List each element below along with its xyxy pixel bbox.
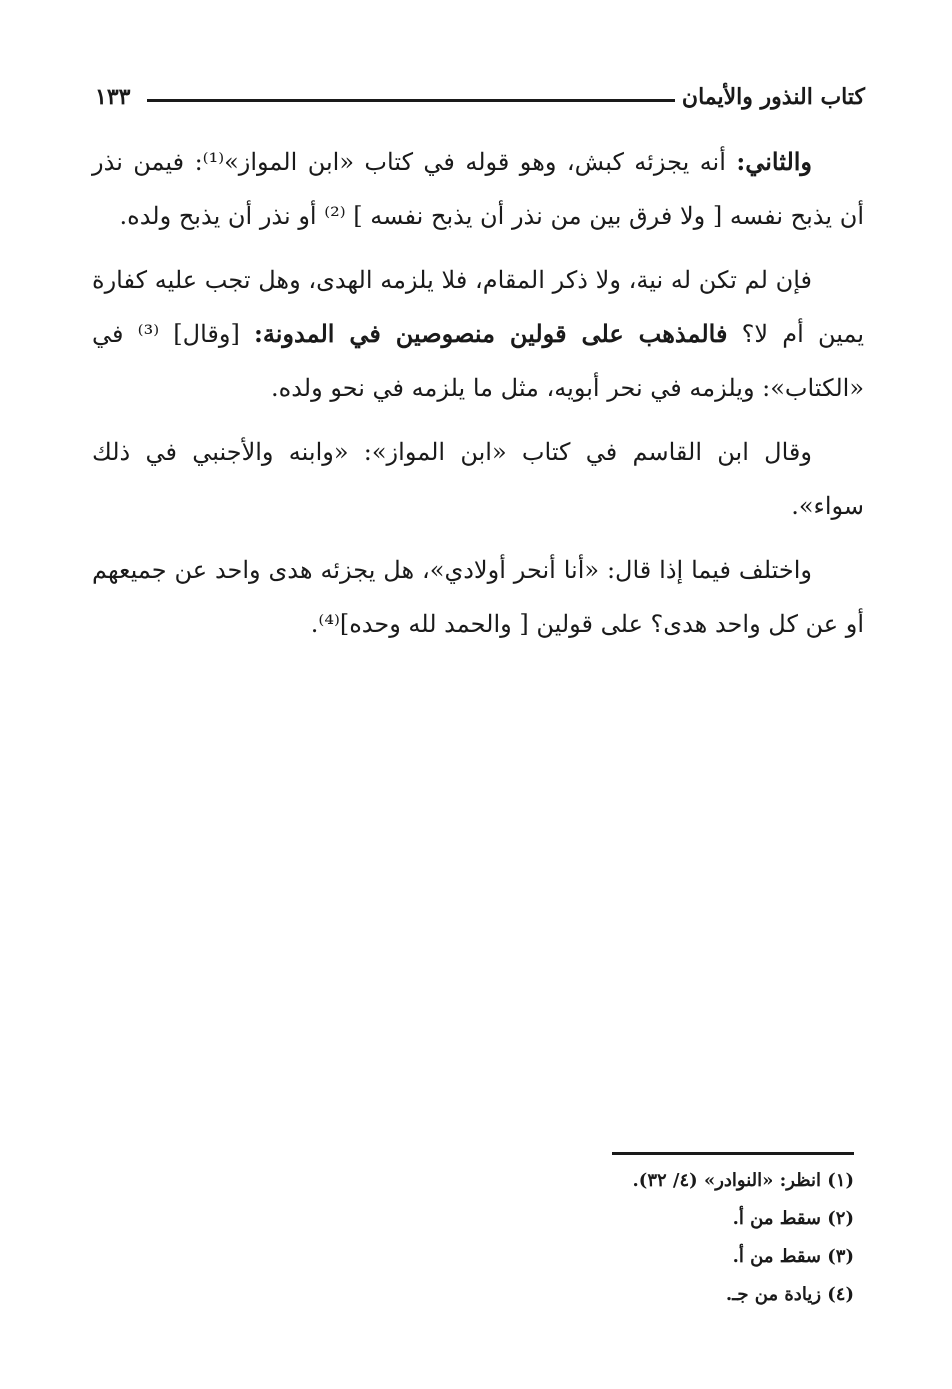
running-header	[95, 82, 865, 118]
paragraph-2	[92, 253, 864, 415]
paragraph-4	[92, 543, 864, 651]
footnote-item: (٣) سقط من أ.	[732, 1246, 854, 1267]
footnote-item: (٢) سقط من أ.	[732, 1208, 854, 1229]
paragraph-2-bold: فالمذهب على قولين منصوصين في المدونة:	[254, 319, 728, 348]
paragraph-1	[92, 135, 864, 243]
footnotes	[454, 1162, 854, 1314]
footnote-item: (٤) زيادة من جـ.	[725, 1284, 854, 1305]
paragraph-4-text: واختلف فيما إذا قال: «أنا أنحر أولادي»، هل يجزئه هدى واحد عن جميعهم أو عن كل واحد هدى؟ على قولين [ والحمد لله وحده]⁽⁴⁾.	[92, 556, 864, 638]
paragraph-1-text: أنه يجزئه كبش، وهو قوله في كتاب «ابن المواز»⁽¹⁾: فيمن نذر أن يذبح نفسه [ ولا فرق بين من نذر أن يذبح نفسه ] ⁽²⁾ أو نذر أن يذبح ولده.	[92, 148, 864, 230]
page-number: ١٣٣	[95, 84, 131, 110]
paragraph-2-text-b: [وقال] ⁽³⁾ في «الكتاب»: ويلزمه في نحر أبويه، مثل ما يلزمه في نحو ولده.	[92, 320, 864, 402]
paragraph-3	[92, 425, 864, 533]
paragraph-3-text: وقال ابن القاسم في كتاب «ابن المواز»: «وابنه والأجنبي في ذلك سواء».	[92, 438, 864, 520]
paragraph-1-lead: والثاني:	[736, 147, 813, 176]
header-rule	[147, 99, 675, 102]
header-title: كتاب النذور والأيمان	[681, 84, 865, 110]
main-text	[92, 135, 864, 661]
footnote-item: (١) انظر: «النوادر» (٤/ ٣٢).	[632, 1170, 854, 1191]
footnote-separator	[612, 1152, 854, 1155]
paragraph-2-text-a: فإن لم تكن له نية، ولا ذكر المقام، فلا يلزمه الهدى، وهل تجب عليه كفارة يمين أم لا؟	[92, 266, 865, 348]
